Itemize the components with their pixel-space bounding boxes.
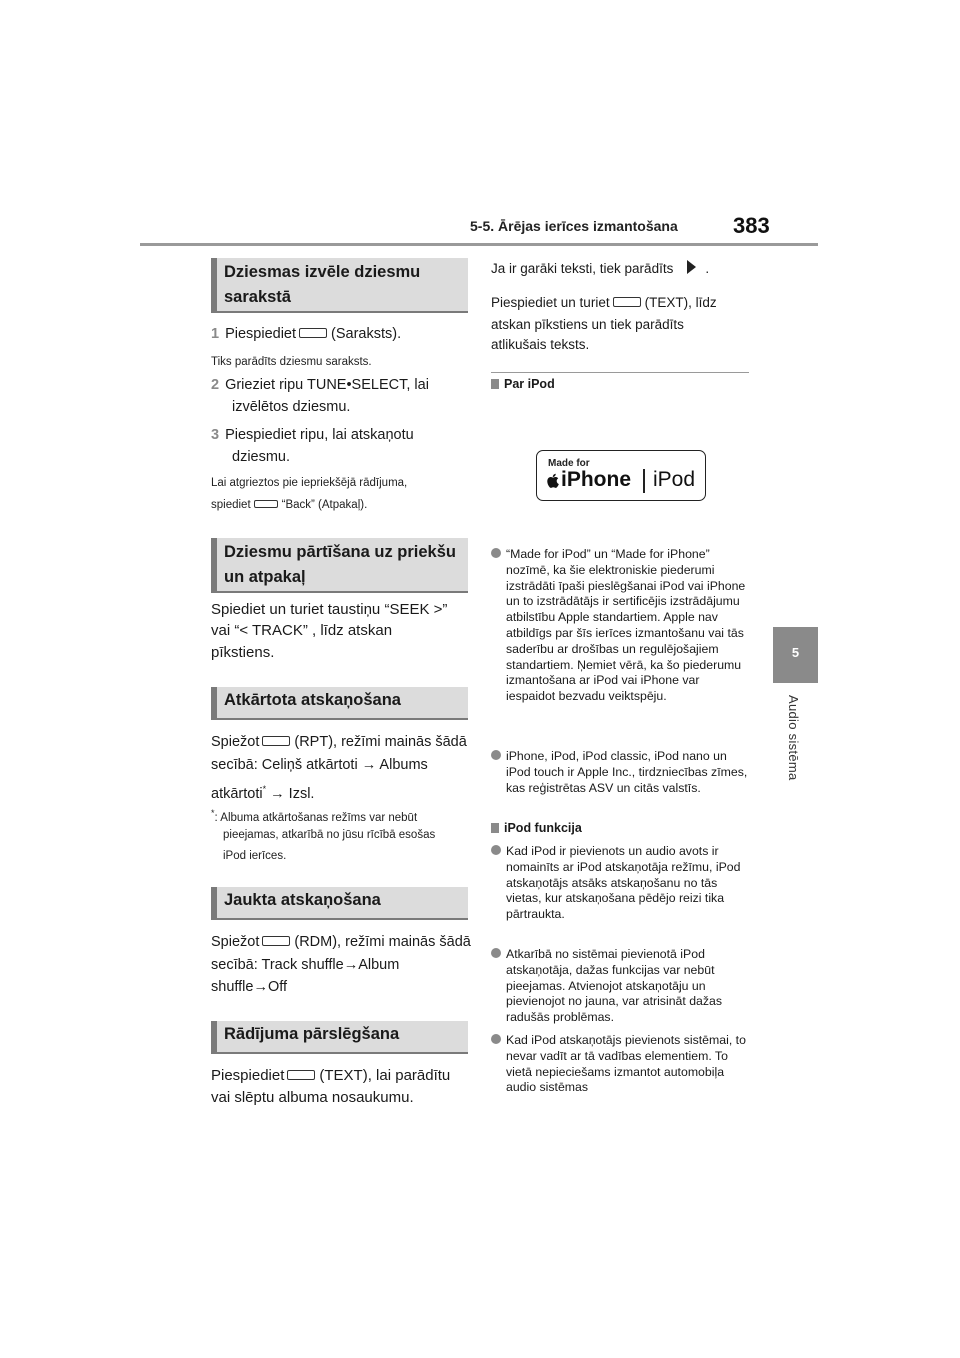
step-3-cont: dziesmu. <box>232 449 291 465</box>
square-bullet-icon <box>491 823 499 833</box>
shuffle-line-2: secībā: Track shuffle→Album <box>211 957 400 973</box>
step-2: 2 Grieziet ripu TUNE•SELECT, lai <box>211 377 429 393</box>
seek-line-2: vai “< TRACK” , līdz atskan <box>211 622 393 639</box>
button-icon <box>613 297 641 307</box>
apple-logo-icon <box>546 473 559 488</box>
text-line-1: Piespiediet (TEXT), lai parādītu <box>211 1067 451 1084</box>
bullet-controls: Kad iPod atskaņotājs pievienots sistēmai, to nevar vadīt ar tā vadības elementiem. To vietā nepieciešams izmantot automobiļa audio sistēmas <box>491 1033 748 1096</box>
heading-shuffle: Jaukta atskaņošana <box>211 887 468 920</box>
text-line-2: vai slēptu albuma nosaukumu. <box>211 1089 414 1106</box>
note-back-2: spiediet “Back” (Atpakaļ). <box>211 499 368 511</box>
section-title: 5-5. Ārējas ierīces izmantošana <box>470 218 678 234</box>
button-icon <box>262 936 290 946</box>
play-arrow-icon <box>681 259 701 275</box>
button-icon <box>299 328 327 338</box>
bullet-functions: Atkarībā no sistēmai pievienotā iPod atskaņotāja, dažas funkcijas var nebūt pieejamas. Atvienojot atskaņotāju un pievienojot no jauna, var atrisināt dažas radušās problēmas. <box>491 947 748 1026</box>
shuffle-line-3: shuffle→Off <box>211 979 288 995</box>
seek-line-1: Spiediet un turiet taustiņu “SEEK >” <box>211 601 448 618</box>
badge-divider <box>643 469 645 493</box>
divider <box>491 372 749 373</box>
badge-made-for: Made for <box>548 458 590 469</box>
bullet-icon <box>491 548 501 558</box>
button-icon <box>287 1070 315 1080</box>
step-1: 1 Piespiediet (Saraksts). <box>211 326 402 342</box>
note-back-1: Lai atgrieztos pie iepriekšējā rādījuma, <box>211 477 408 489</box>
hold-line-3: atlikušais teksts. <box>491 337 590 352</box>
footnote-line-1: *: Albuma atkārtošanas režīms var nebūt <box>211 808 418 824</box>
heading-song-list: Dziesmas izvēle dziesmu sarakstā <box>211 258 468 313</box>
heading-repeat: Atkārtota atskaņošana <box>211 687 468 720</box>
repeat-line-3: atkārtoti* → Izsl. <box>211 784 315 802</box>
repeat-line-1: Spiežot (RPT), režīmi mainās šādā <box>211 734 467 750</box>
bullet-made-for: “Made for iPod” un “Made for iPhone” nozīmē, ka šie elektroniskie piederumi izstrādāti īpaši pieslēgšanai iPod vai iPhone un to izstrādātājs ir sertificējis izstrādājumu atbilstību Apple standartiem. Apple nav atbildīgs par šīs ierīces izmantošanu vai tās saderību ar drošības un regulējošajiem standartiem. Ņemiet vērā, ka šo piederumu izmantošana ar iPod vai iPhone var iespaidot bezvadu veiktspēju. <box>491 547 748 705</box>
made-for-iphone-ipod-badge <box>536 450 706 501</box>
hold-line-1: Piespiediet un turiet (TEXT), līdz <box>491 295 717 310</box>
heading-about-ipod: Par iPod <box>491 377 748 393</box>
long-text-note: Ja ir garāki teksti, tiek parādīts . <box>491 261 710 276</box>
button-icon <box>262 736 290 746</box>
heading-display-switch: Rādījuma pārslēgšana <box>211 1021 468 1054</box>
bullet-icon <box>491 1034 501 1044</box>
page-number: 383 <box>733 213 770 238</box>
step-3: 3 Piespiediet ripu, lai atskaņotu <box>211 427 414 443</box>
chapter-label: Audio sistēma <box>786 695 801 781</box>
note-list-shown: Tiks parādīts dziesmu saraksts. <box>211 356 372 368</box>
bullet-icon <box>491 845 501 855</box>
chapter-label-container <box>770 695 820 805</box>
bullet-icon <box>491 948 501 958</box>
bullet-trademarks: iPhone, iPod, iPod classic, iPod nano un iPod touch ir Apple Inc., tirdzniecības zīmes, kas reģistrētas ASV un citās valstīs. <box>491 749 748 796</box>
seek-line-3: pīkstiens. <box>211 644 275 661</box>
repeat-line-2: secībā: Celiņš atkārtoti → Albums <box>211 757 428 773</box>
footnote-line-3: iPod ierīces. <box>223 850 287 862</box>
bullet-icon <box>491 750 501 760</box>
step-2-cont: izvēlētos dziesmu. <box>232 399 351 415</box>
chapter-number: 5 <box>791 645 800 660</box>
bullet-resume: Kad iPod ir pievienots un audio avots ir nomainīts ar iPod atskaņotāja režīmu, iPod atskaņotājs atsāks atskaņošanu no tās vietas, kur atskaņošana pēdējo reizi tika pārtraukta. <box>491 844 748 923</box>
square-bullet-icon <box>491 379 499 389</box>
shuffle-line-1: Spiežot (RDM), režīmi mainās šādā <box>211 934 471 950</box>
badge-ipod: iPod <box>653 468 696 491</box>
footnote-line-2: pieejamas, atkarībā no jūsu rīcībā esošas <box>223 829 436 841</box>
chapter-tab <box>773 627 818 683</box>
heading-ipod-function: iPod funkcija <box>491 821 748 837</box>
badge-iphone: iPhone <box>561 468 632 491</box>
button-icon <box>254 500 278 508</box>
heading-seek: Dziesmu pārtīšana uz priekšu un atpakaļ <box>211 538 468 593</box>
hold-line-2: atskan pīkstiens un tiek parādīts <box>491 317 684 332</box>
header-rule <box>140 243 818 246</box>
